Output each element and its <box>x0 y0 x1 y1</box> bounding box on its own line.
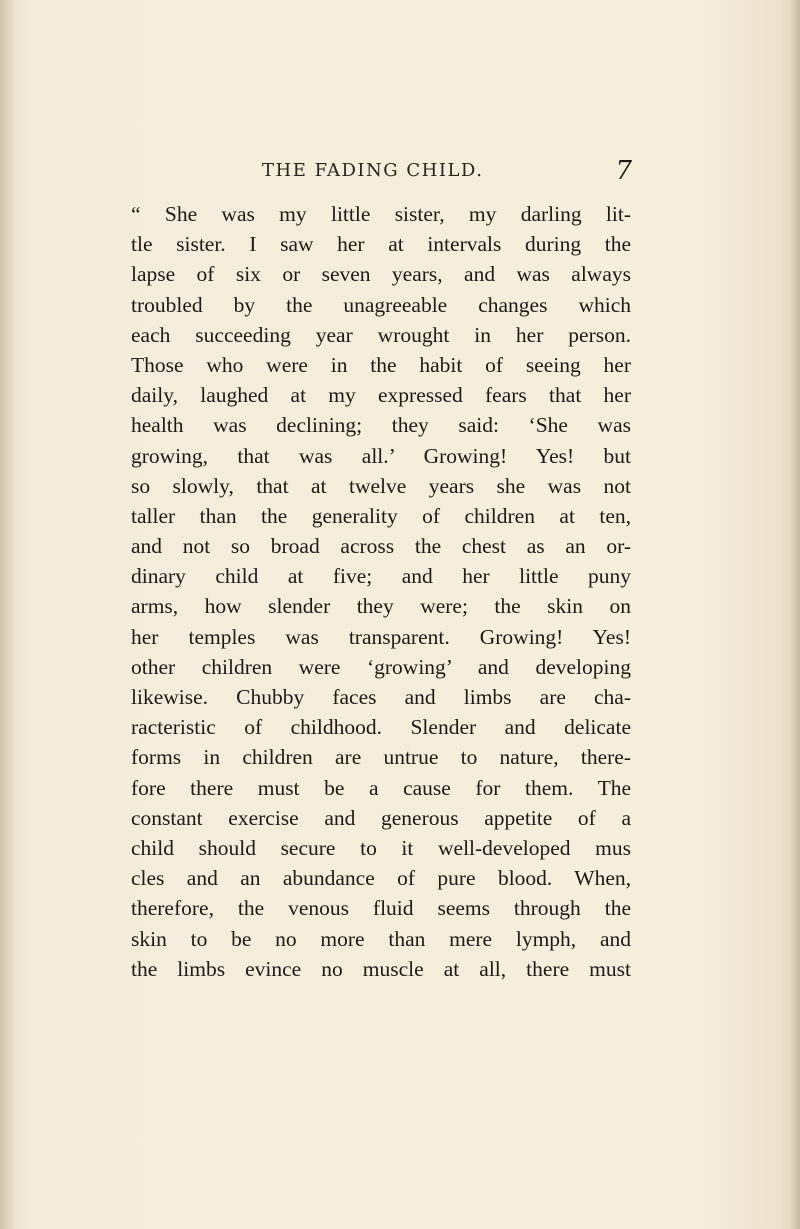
text-line: skin to be no more than mere lymph, and <box>131 926 631 951</box>
running-head-title: THE FADING CHILD. <box>262 160 484 181</box>
text-line: so slowly, that at twelve years she was not <box>131 473 631 498</box>
text-line: arms, how slender they were; the skin on <box>131 594 631 619</box>
text-line: constant exercise and generous appetite of a <box>131 805 631 830</box>
text-line: “ She was my little sister, my darling lit- <box>131 202 631 226</box>
text-line: health was declining; they said: ‘She was <box>131 413 631 438</box>
text-line: likewise. Chubby faces and limbs are cha- <box>131 685 631 709</box>
text-line: forms in children are untrue to nature, there- <box>131 745 631 770</box>
text-line: her temples was transparent. Growing! Yes! <box>131 624 631 649</box>
text-line: racteristic of childhood. Slender and delicate <box>131 715 631 740</box>
page-gutter-left <box>0 0 14 1229</box>
running-head <box>262 156 632 190</box>
text-line: growing, that was all.’ Growing! Yes! but <box>131 443 631 468</box>
page-number: 7 <box>615 156 632 186</box>
text-line: therefore, the venous fluid seems through the <box>131 896 631 921</box>
page-edge-right <box>788 0 800 1229</box>
text-line: taller than the generality of children at ten, <box>131 503 631 528</box>
text-line: other children were ‘growing’ and developing <box>131 654 631 679</box>
text-line: child should secure to it well-developed mus <box>131 835 631 860</box>
text-line: tle sister. I saw her at intervals during the <box>131 232 631 257</box>
body-text <box>131 199 631 984</box>
text-line: troubled by the unagreeable changes which <box>131 292 631 317</box>
text-line: each succeeding year wrought in her person. <box>131 322 631 347</box>
text-line: fore there must be a cause for them. The <box>131 775 631 800</box>
text-line: cles and an abundance of pure blood. When, <box>131 866 631 891</box>
text-line: the limbs evince no muscle at all, there must <box>131 956 631 981</box>
text-line: and not so broad across the chest as an or- <box>131 534 631 559</box>
text-line: Those who were in the habit of seeing her <box>131 352 631 377</box>
text-line: lapse of six or seven years, and was always <box>131 262 631 287</box>
text-line: dinary child at five; and her little puny <box>131 564 631 589</box>
text-line: daily, laughed at my expressed fears that her <box>131 383 631 408</box>
